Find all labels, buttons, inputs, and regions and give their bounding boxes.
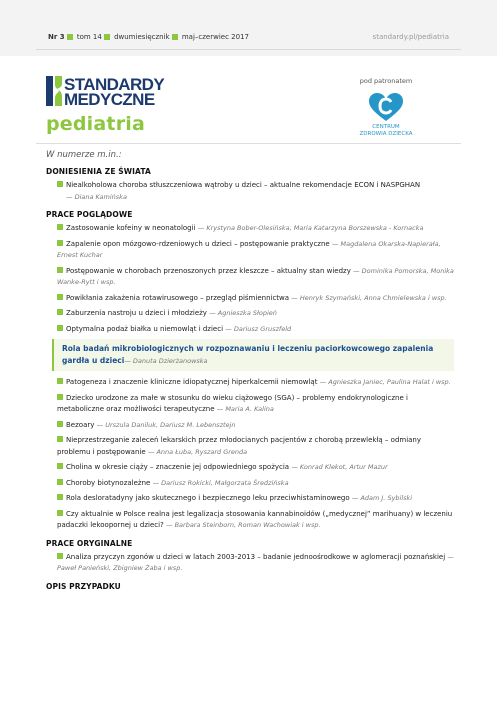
square-bullet-icon xyxy=(57,463,63,469)
square-bullet-icon xyxy=(57,394,63,400)
logo-line-1: STANDARDY xyxy=(64,75,165,94)
article-item[interactable] xyxy=(57,393,454,416)
article-authors: — Urszula Daniluk, Dariusz M. Lebensztejn xyxy=(96,420,236,429)
featured-article-title: Rola badań mikrobiologicznych w rozpoznawaniu i leczeniu paciorkowcowego zapalenia gardła u dzieci xyxy=(62,344,434,365)
square-bullet-icon xyxy=(57,479,63,485)
article-title: Rola desloratadyny jako skutecznego i bezpiecznego leku przeciwhistaminowego xyxy=(66,494,350,502)
article-title: Zastosowanie kofeiny w neonatologii xyxy=(66,224,196,232)
article-authors: — Agnieszka Słopień xyxy=(209,309,277,317)
article-title: Czy aktualnie w Polsce realna jest legalizacja stosowania kannabinoidów („medycznej” marihuany) w leczeniu padaczki lekoopornej u dzieci? xyxy=(57,509,453,529)
section-title: PRACE POGLĄDOWE xyxy=(46,210,133,219)
article-title: Cholina w okresie ciąży – znaczenie jej odpowiedniego spożycia xyxy=(66,463,290,471)
square-bullet-icon xyxy=(57,224,63,230)
article-authors-row xyxy=(57,192,454,204)
article-authors: — Krystyna Bober-Olesińska, Maria Katarzyna Borszewska - Kornacka xyxy=(197,224,424,232)
square-bullet-icon xyxy=(57,309,63,315)
article-title: Optymalna podaż białka u niemowląt i dzieci xyxy=(66,324,224,333)
article-item[interactable] xyxy=(57,435,454,458)
article-item[interactable] xyxy=(57,180,454,192)
square-bullet-icon xyxy=(57,181,63,187)
article-title: Choroby biotynozależne xyxy=(66,478,151,487)
article-authors: — Anna Łuba, Ryszard Grenda xyxy=(147,447,248,456)
article-item[interactable] xyxy=(57,324,454,336)
article-item[interactable] xyxy=(57,462,454,474)
article-item[interactable] xyxy=(57,266,454,289)
contents-intro: W numerze m.in.: xyxy=(46,150,122,160)
article-title: Zapalenie opon mózgowo-rdzeniowych u dzieci – postępowanie praktyczne xyxy=(66,239,330,248)
journal-subtitle: pediatria xyxy=(46,113,146,135)
table-of-contents xyxy=(46,150,454,595)
issue-date: maj–czerwiec 2017 xyxy=(181,33,249,41)
article-item[interactable] xyxy=(57,509,454,532)
patronage-block xyxy=(355,77,417,138)
article-authors: — Dariusz Gruszfeld xyxy=(225,324,292,333)
featured-article-authors: — Danuta Dzierżanowska xyxy=(124,357,208,365)
header-divider xyxy=(36,49,461,50)
article-authors: — Paweł Panieński, Zbigniew Żaba i wsp. xyxy=(57,552,454,572)
header-separator xyxy=(36,143,461,144)
section-title: PRACE ORYGINALNE xyxy=(46,538,133,548)
square-bullet-icon xyxy=(57,494,63,500)
article-authors: — Adam J. Sybilski xyxy=(351,494,413,502)
square-bullet-icon xyxy=(57,510,63,516)
patronage-line-1: CENTRUM xyxy=(372,124,400,130)
article-item[interactable] xyxy=(57,493,454,505)
square-bullet-icon xyxy=(57,378,63,384)
heart-logo-icon xyxy=(366,91,406,123)
issue-number: Nr 3 xyxy=(48,33,65,41)
article-title: Patogeneza i znaczenie kliniczne idiopatycznej hiperkalcemii niemowląt xyxy=(66,378,318,386)
article-title: Powikłania zakażenia rotawirusowego – przegląd piśmiennictwa xyxy=(66,293,290,302)
issue-header-bar xyxy=(0,0,497,56)
article-item[interactable] xyxy=(57,308,454,320)
article-item[interactable] xyxy=(57,377,454,389)
article-title: Nieprzestrzeganie zaleceń lekarskich przez młodocianych pacjentów z chorobą przewlekłą – odmiany problemu i postępowanie xyxy=(57,436,422,456)
square-bullet-icon xyxy=(57,267,63,273)
square-bullet-icon xyxy=(57,436,63,442)
article-item[interactable] xyxy=(57,478,454,490)
article-authors: — Magdalena Okarska-Napierała, Ernest Kuchar xyxy=(57,239,441,259)
square-bullet-icon xyxy=(57,240,63,246)
article-authors: — Diana Kamińska xyxy=(66,192,127,201)
article-title: Postępowanie w chorobach przenoszonych przez kleszcze – aktualny stan wiedzy xyxy=(66,266,351,275)
article-title: Analiza przyczyn zgonów u dzieci w latach 2003-2013 – badanie jednoośrodkowe w aglomeracji poznańskiej xyxy=(66,552,446,561)
issue-meta xyxy=(48,33,249,41)
article-authors: — Dominika Pomorska, Monika Wanke-Rytt i wsp. xyxy=(57,266,454,286)
article-title: Dziecko urodzone za małe w stosunku do wieku ciążowego (SGA) – problemy endokrynologiczne i metaboliczne oraz możliwości terapeutyczne xyxy=(57,393,408,413)
article-authors: — Dariusz Rokicki, Małgorzata Średzińska xyxy=(152,478,289,487)
logo-line-2: MEDYCZNE xyxy=(64,90,155,109)
article-title: Bezoary xyxy=(66,420,95,429)
issue-volume: tom 14 xyxy=(76,33,102,41)
square-bullet-icon xyxy=(57,553,63,559)
square-bullet-icon xyxy=(172,34,178,40)
article-item[interactable] xyxy=(57,552,454,575)
journal-url[interactable]: standardy.pl/pediatria xyxy=(372,33,449,41)
article-item[interactable] xyxy=(57,420,454,432)
square-bullet-icon xyxy=(57,325,63,331)
section-title: DONIESIENIA ZE ŚWIATA xyxy=(46,167,151,176)
article-item[interactable] xyxy=(57,239,454,262)
article-authors: — Barbara Steinborn, Roman Wachowiak i wsp. xyxy=(166,521,321,529)
article-authors: — Maria A. Kalina xyxy=(216,405,274,413)
square-bullet-icon xyxy=(57,294,63,300)
article-authors: — Konrad Klekot, Artur Mazur xyxy=(291,463,388,471)
journal-logo xyxy=(46,76,206,112)
article-title: Zaburzenia nastroju u dzieci i młodzieży xyxy=(66,309,207,317)
article-authors: — Henryk Szymański, Anna Chmielewska i wsp. xyxy=(291,293,447,302)
logo-mark-icon xyxy=(46,76,62,106)
featured-article[interactable] xyxy=(52,339,454,371)
article-item[interactable] xyxy=(57,223,454,235)
section-title: OPIS PRZYPADKU xyxy=(46,581,121,591)
patronage-label: pod patronatem xyxy=(359,77,413,85)
square-bullet-icon xyxy=(67,34,73,40)
square-bullet-icon xyxy=(57,421,63,427)
article-title: Niealkoholowa choroba stłuszczeniowa wątroby u dzieci – aktualne rekomendacje ECON i NASPGHAN xyxy=(66,181,421,189)
article-item[interactable] xyxy=(57,293,454,305)
square-bullet-icon xyxy=(104,34,110,40)
patronage-line-2: ZDROWIA DZIECKA xyxy=(359,131,413,137)
issue-frequency: dwumiesięcznik xyxy=(114,33,170,41)
article-authors: — Agnieszka Janiec, Paulina Halat i wsp. xyxy=(319,378,451,386)
